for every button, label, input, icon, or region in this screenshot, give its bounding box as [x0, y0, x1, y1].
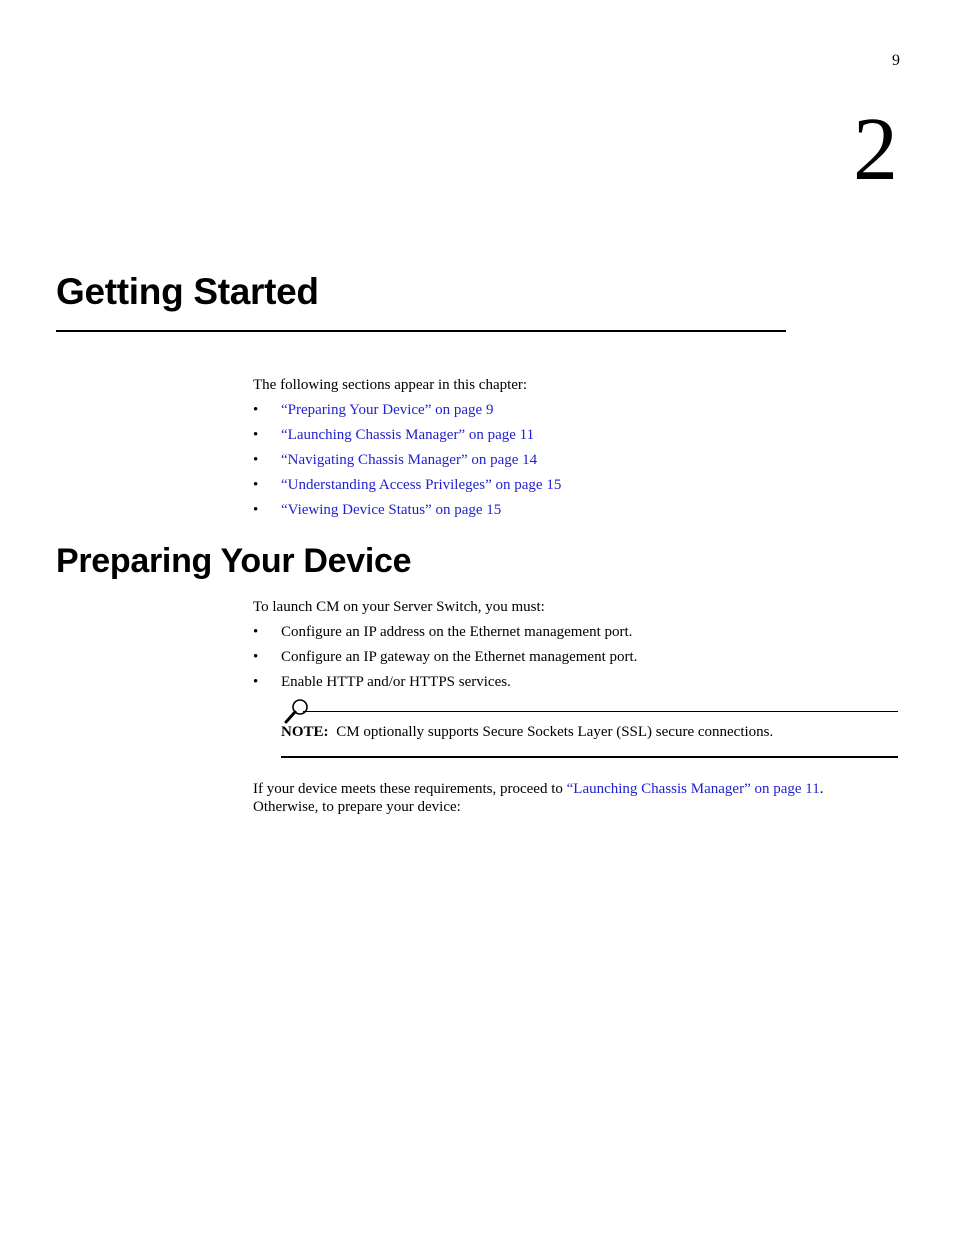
- requirement-text: Configure an IP address on the Ethernet management port.: [281, 624, 633, 640]
- bullet: •: [253, 502, 259, 518]
- bullet: •: [253, 624, 259, 640]
- chapter-title-rule: [56, 330, 786, 332]
- toc-link-understanding-access-privileges[interactable]: “Understanding Access Privileges” on page 15: [281, 477, 562, 493]
- note-box: [281, 697, 898, 758]
- closing-paragraph: [253, 780, 824, 816]
- chapter-number: 2: [853, 100, 898, 199]
- bullet: •: [253, 402, 259, 418]
- closing-link-launching-chassis-manager[interactable]: “Launching Chassis Manager” on page 11: [566, 781, 820, 797]
- closing-prefix: If your device meets these requirements, proceed to: [253, 781, 567, 797]
- section-intro: To launch CM on your Server Switch, you must:: [253, 599, 545, 615]
- bullet: •: [253, 674, 259, 690]
- page-number: 9: [892, 52, 900, 69]
- bullet: •: [253, 427, 259, 443]
- requirement-text: Configure an IP gateway on the Ethernet management port.: [281, 649, 638, 665]
- toc-link-navigating-chassis-manager[interactable]: “Navigating Chassis Manager” on page 14: [281, 452, 538, 468]
- toc-link-viewing-device-status[interactable]: “Viewing Device Status” on page 15: [281, 502, 502, 518]
- bullet: •: [253, 452, 259, 468]
- bullet: •: [253, 477, 259, 493]
- chapter-title: Getting Started: [56, 271, 319, 312]
- note-text: [281, 723, 773, 741]
- chapter-intro: The following sections appear in this chapter:: [253, 377, 528, 393]
- toc-link-preparing-your-device[interactable]: “Preparing Your Device” on page 9: [281, 402, 494, 418]
- note-bottom-rule: [281, 756, 898, 758]
- closing-line-2: Otherwise, to prepare your device:: [253, 799, 461, 815]
- bullet: •: [253, 649, 259, 665]
- toc-link-launching-chassis-manager[interactable]: “Launching Chassis Manager” on page 11: [281, 427, 535, 443]
- note-label: NOTE:: [281, 724, 329, 740]
- closing-suffix: .: [819, 781, 824, 797]
- note-top-rule: [303, 711, 898, 712]
- section-title: Preparing Your Device: [56, 542, 412, 580]
- requirement-text: Enable HTTP and/or HTTPS services.: [281, 674, 511, 690]
- note-body: CM optionally supports Secure Sockets Layer (SSL) secure connections.: [336, 724, 774, 740]
